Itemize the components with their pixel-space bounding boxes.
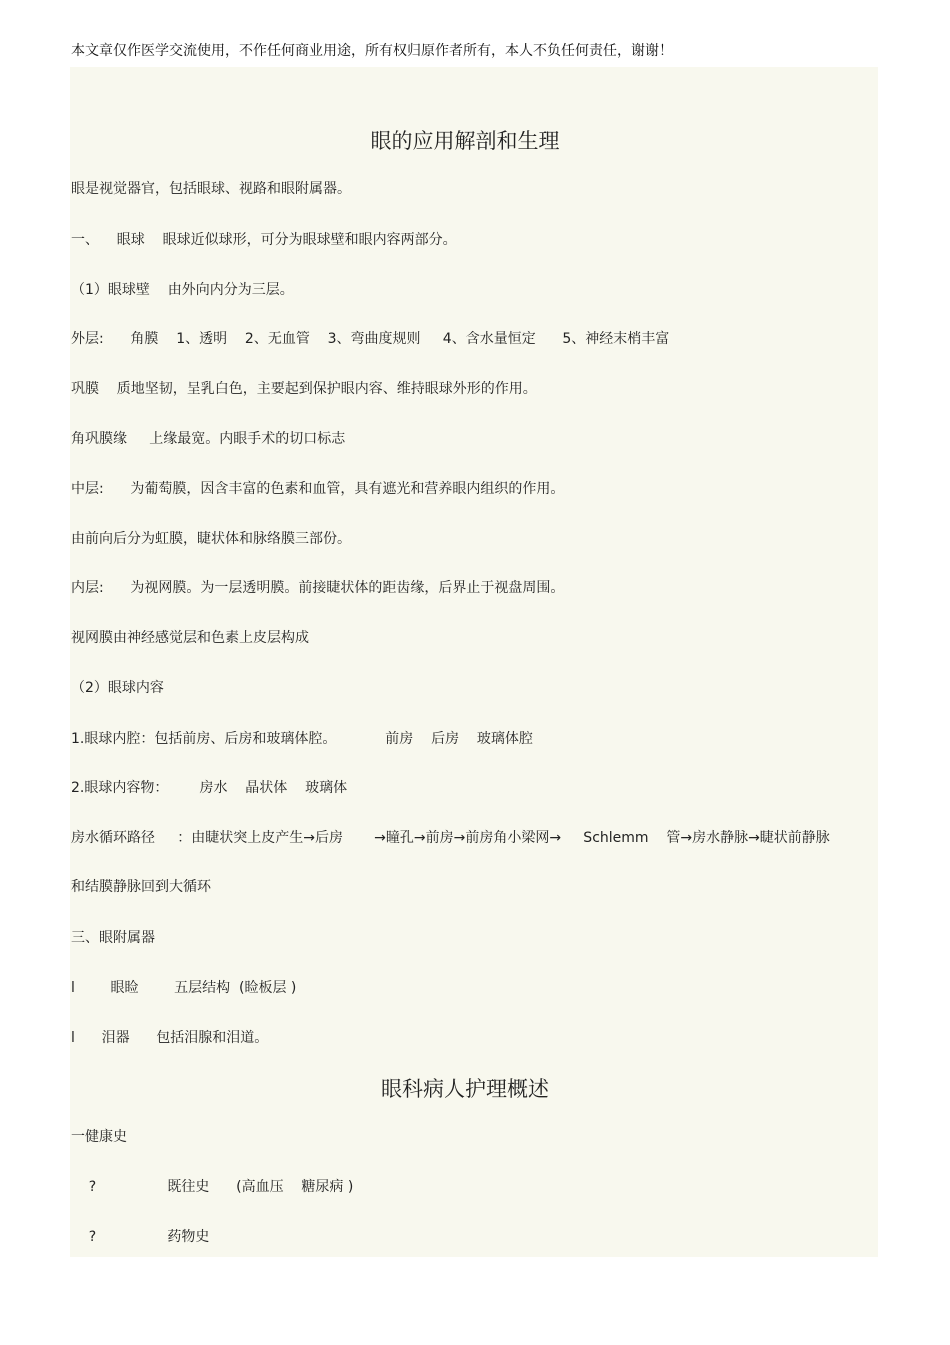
text-line: 和结膜静脉回到大循环 (71, 879, 211, 895)
text-line: 由前向后分为虹膜，睫状体和脉络膜三部份。 (71, 531, 351, 547)
text-line: 一、 眼球 眼球近似球形，可分为眼球壁和眼内容两部分。 (71, 232, 457, 248)
text-line: 眼是视觉器官，包括眼球、视路和眼附属器。 (71, 181, 351, 197)
text-line: 1.眼球内腔：包括前房、后房和玻璃体腔。 前房 后房 玻璃体腔 (71, 731, 533, 747)
text-line: 2.眼球内容物： 房水 晶状体 玻璃体 (71, 780, 348, 796)
text-line: ? 药物史 (71, 1229, 210, 1245)
text-line: l 眼睑 五层结构 (睑板层 ) (71, 980, 297, 996)
text-line: 中层: 为葡萄膜，因含丰富的色素和血管，具有遮光和营养眼内组织的作用。 (71, 481, 565, 497)
text-line: 房水循环路径 ：由睫状突上皮产生→后房 →瞳孔→前房→前房角小梁网→ Schlemm 管→房水静脉→睫状前静脉 (71, 830, 830, 846)
section-title-nursing: 眼科病人护理概述 (381, 1077, 549, 1101)
text-line: 角巩膜缘 上缘最宽。内眼手术的切口标志 (71, 431, 346, 447)
text-line: （2）眼球内容 (71, 680, 164, 696)
text-line: （1）眼球壁 由外向内分为三层。 (71, 282, 294, 298)
text-line: ? 既往史 (高血压 糖尿病 ) (71, 1179, 354, 1195)
text-line: 外层: 角膜 1、透明 2、无血管 3、弯曲度规则 4、含水量恒定 5、神经末梢丰富 (71, 331, 670, 347)
text-line: 一健康史 (71, 1129, 127, 1145)
section-title-anatomy: 眼的应用解剖和生理 (370, 129, 560, 153)
text-line: 三、眼附属器 (71, 930, 155, 946)
disclaimer-text: 本文章仅作医学交流使用，不作任何商业用途，所有权归原作者所有，本人不负任何责任，谢谢！ (71, 43, 673, 59)
text-line: 内层: 为视网膜。为一层透明膜。前接睫状体的距齿缘，后界止于视盘周围。 (71, 580, 565, 596)
text-line: 视网膜由神经感觉层和色素上皮层构成 (71, 630, 309, 646)
text-line: 巩膜 质地坚韧，呈乳白色，主要起到保护眼内容、维持眼球外形的作用。 (71, 381, 537, 397)
text-line: l 泪器 包括泪腺和泪道。 (71, 1030, 269, 1046)
